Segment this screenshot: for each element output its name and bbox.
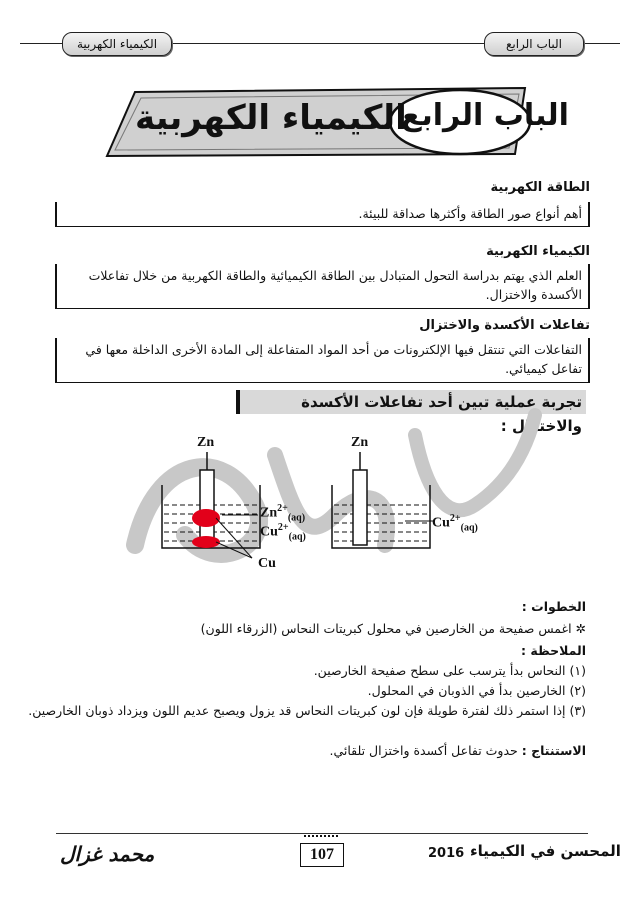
cu-ion-right-charge: 2+: [449, 513, 461, 524]
note-number: (٢): [569, 683, 586, 698]
zn-ion-charge: 2+: [277, 503, 288, 514]
footer-line: [56, 833, 588, 834]
header-line-middle: [172, 43, 484, 44]
zn-ion-state: (aq): [287, 512, 306, 524]
note-text: إذا استمر ذلك لفترة طويلة فإن لون كبريتات النحاس قد يزول ويصبح عديم اللون ويزداد ذوبان الخارصين.: [28, 703, 566, 718]
section-title-redox: تفاعلات الأكسدة والاختزال: [419, 318, 590, 333]
note-number: (٣): [569, 703, 586, 718]
header-line-left: [20, 43, 62, 44]
conclusion: [329, 742, 586, 760]
note-item-3: [18, 702, 586, 720]
cu-ion-symbol: Cu: [260, 524, 278, 540]
label-cu-ion-right: [432, 513, 478, 533]
right-beaker: [332, 452, 435, 548]
footer-book-name: المحسن في الكيمياء: [470, 842, 621, 860]
label-zn-left: Zn: [197, 435, 215, 450]
page-number-decoration: [304, 835, 338, 843]
page-number: 107: [300, 843, 344, 867]
header-tab-chapter: الباب الرابع: [484, 32, 584, 56]
experiment-title: تجربة عملية تبين أحد تفاعلات الأكسدة والاختزال :: [236, 390, 586, 414]
step-text: اغمس صفيحة من الخارصين في محلول كبريتات النحاس (الزرقاء اللون): [200, 621, 572, 636]
asterisk-icon: ✲: [571, 621, 586, 636]
header-tab-subject: الكيمياء الكهربية: [62, 32, 172, 56]
cu-ion-right-state: (aq): [460, 522, 478, 534]
definition-redox: التفاعلات التي تنتقل فيها الإلكترونات من أحد المواد المتفاعلة إلى المادة الأخرى الداخلة معها في تفاعل كيميائي.: [55, 338, 590, 383]
section-title-electrochemistry: الكيمياء الكهربية: [486, 244, 590, 259]
definition-electrochemistry: العلم الذي يهتم بدراسة التحول المتبادل بين الطاقة الكيميائية والطاقة الكهربية من خلال تفاعلات الأكسدة والاختزال.: [55, 264, 590, 309]
header-line-right: [584, 43, 620, 44]
label-cu-metal: Cu: [258, 556, 276, 571]
left-beaker: [162, 452, 260, 558]
cu-ion-state: (aq): [288, 531, 306, 543]
chapter-banner: [105, 82, 569, 160]
experiment-diagram: [150, 430, 490, 580]
conclusion-text: حدوث تفاعل أكسدة واختزال تلقائي.: [329, 743, 518, 758]
label-zn-right: Zn: [351, 435, 369, 450]
section-title-electric-energy: الطاقة الكهربية: [490, 180, 590, 195]
step-item: [201, 620, 586, 638]
banner-subject: الكيمياء الكهربية: [135, 98, 407, 138]
zn-ion-symbol: Zn: [260, 505, 278, 521]
definition-electric-energy: أهم أنواع صور الطاقة وأكثرها صداقة للبيئة.: [55, 202, 590, 227]
note-number: (١): [569, 663, 586, 678]
note-text: الخارصين بدأ في الذوبان في المحلول.: [367, 683, 566, 698]
cu-ion-right-symbol: Cu: [432, 515, 450, 531]
conclusion-label: الاستنتاج :: [521, 743, 586, 758]
note-item-1: [314, 662, 586, 680]
label-cu-ion: [260, 522, 306, 542]
footer-year: 2016: [428, 846, 465, 861]
steps-title: الخطوات :: [521, 599, 586, 614]
cu-ion-charge: 2+: [277, 522, 289, 533]
note-text: النحاس بدأ يترسب على سطح صفيحة الخارصين.: [313, 663, 566, 678]
footer-author-signature: محمد غزال: [60, 842, 155, 866]
banner-chapter: الباب الرابع: [401, 98, 569, 133]
notes-title: الملاحظة :: [521, 643, 586, 658]
label-zn-ion: [260, 503, 305, 523]
note-item-2: [368, 682, 586, 700]
